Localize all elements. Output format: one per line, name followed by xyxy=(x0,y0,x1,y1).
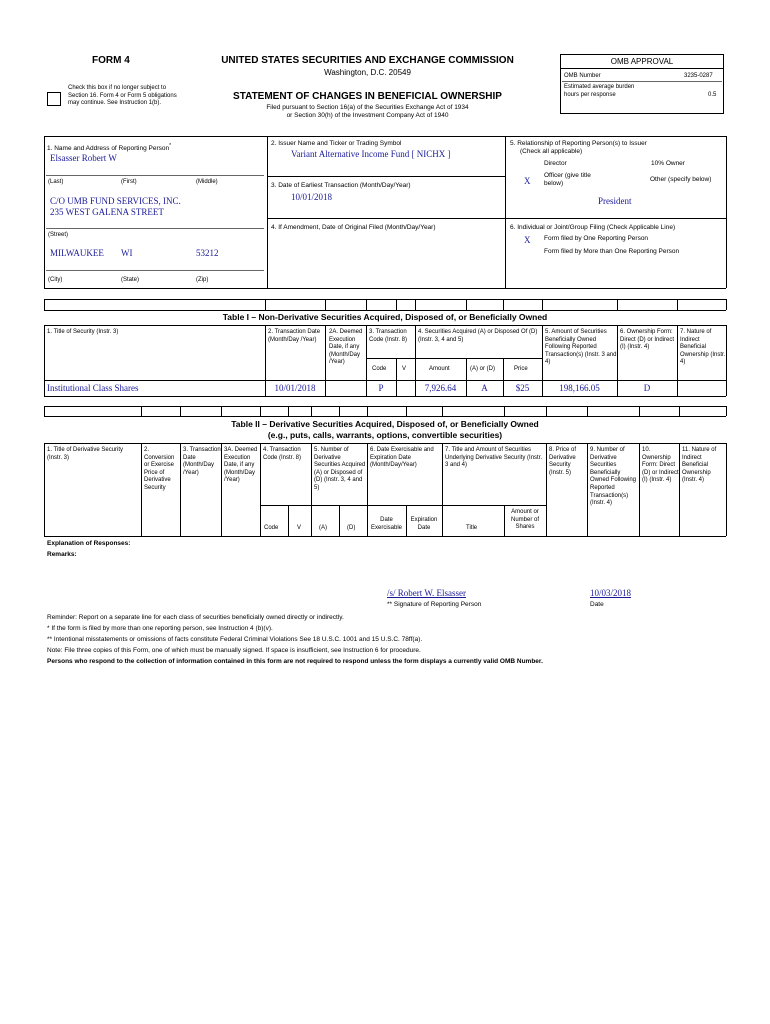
table2-sub-amount: Amount or Number of Shares xyxy=(510,509,539,531)
relationship-label: 5. Relationship of Reporting Person(s) to Issuer xyxy=(510,140,647,147)
statement-title: STATEMENT OF CHANGES IN BENEFICIAL OWNERSHIP xyxy=(233,91,502,102)
reminder-note: Reminder: Report on a separate line for each class of securities beneficially owned directly or indirectly. xyxy=(47,614,344,621)
table2-sub-code: Code xyxy=(264,525,279,531)
state-value: WI xyxy=(121,248,133,258)
no-longer-subject-checkbox[interactable] xyxy=(47,92,61,106)
omb-burden-value: 0.5 xyxy=(708,92,717,98)
signature-date: 10/03/2018 xyxy=(590,588,632,598)
omb-number-label: OMB Number xyxy=(564,73,601,79)
zip-value: 53212 xyxy=(196,248,219,258)
table2-title-2: (e.g., puts, calls, warrants, options, convertible securities) xyxy=(267,430,503,440)
table2-h-underlying: 7. Title and Amount of Securities Underlying Derivative Security (Instr. 3 and 4) xyxy=(445,447,543,469)
zip-label: (Zip) xyxy=(196,277,209,283)
table1-row-price: $25 xyxy=(515,383,530,393)
statement-subtitle-1: Filed pursuant to Section 16(a) of the Securities Exchange Act of 1934 xyxy=(266,104,469,111)
table1-sub-v: V xyxy=(402,366,407,372)
amendment-label: 4. If Amendment, Date of Original Filed (Month/Day/Year) xyxy=(271,224,436,231)
table2-sub-expiration: Expiration Date xyxy=(410,517,438,531)
statement-subtitle-2: or Section 30(h) of the Investment Company Act of 1940 xyxy=(286,112,449,119)
table1-row-code: P xyxy=(378,383,384,393)
table2-h-price: 8. Price of Derivative Security (Instr. 5) xyxy=(549,447,577,476)
earliest-transaction-date: 10/01/2018 xyxy=(291,192,333,202)
more-reporting-persons-option[interactable]: Form filed by More than One Reporting Person xyxy=(544,248,680,255)
table1-sub-aord: (A) or (D) xyxy=(470,366,495,372)
relationship-check-note: (Check all applicable) xyxy=(520,148,583,155)
agency-location: Washington, D.C. 20549 xyxy=(324,68,411,77)
table2-h-nature: 11. Nature of Indirect Beneficial Ownership (Instr. 4) xyxy=(682,447,717,484)
one-person-check-mark: X xyxy=(524,235,531,245)
table1-row-amount: 7,926.64 xyxy=(424,383,457,393)
omb-number-value: 3235-0287 xyxy=(684,73,713,79)
form-label: FORM 4 xyxy=(92,55,130,66)
footnote-2: ** Intentional misstatements or omissions of facts constitute Federal Criminal Violations See 18 U.S.C. 1001 and 15 U.S.C. 78ff(a). xyxy=(47,636,423,643)
agency-name: UNITED STATES SECURITIES AND EXCHANGE COMMISSION xyxy=(221,55,514,66)
explanation-label: Explanation of Responses: xyxy=(47,540,131,547)
table1-h-deemed: 2A. Deemed Execution Date, if any (Month/Day /Year) xyxy=(329,329,363,366)
table1-sub-amount: Amount xyxy=(429,366,450,372)
footnote-4: Persons who respond to the collection of information contained in this form are not required to respond unless the form displays a currently valid OMB Number. xyxy=(47,658,543,665)
other-option[interactable]: Other (specify below) xyxy=(650,176,712,183)
footnote-3: Note: File three copies of this Form, one of which must be manually signed. If space is insufficient, see Instruction 6 for procedure. xyxy=(47,647,421,654)
footnote-1: * If the form is filed by more than one reporting person, see Instruction 4 (b)(v). xyxy=(47,625,273,632)
table2-h-date: 3. Transaction Date (Month/Day /Year) xyxy=(183,447,221,476)
city-value: MILWAUKEE xyxy=(50,248,104,258)
omb-burden-label: Estimated average burden hours per response xyxy=(564,84,635,98)
earliest-transaction-label: 3. Date of Earliest Transaction (Month/Day/Year) xyxy=(271,182,411,189)
remarks-label: Remarks: xyxy=(47,551,77,558)
table2-sub-exercisable: Date Exercisable xyxy=(370,517,402,531)
table2-sub-a: (A) xyxy=(319,525,327,531)
reporting-person-label: 1. Name and Address of Reporting Person* xyxy=(47,143,172,153)
table2-h-form: 10. Ownership Form: Direct (D) or Indirect (I) (Instr. 4) xyxy=(642,447,679,484)
table2-h-deemed: 3A. Deemed Execution Date, if any (Month/Day /Year) xyxy=(224,447,258,484)
table1-h-code: 3. Transaction Code (Instr. 8) xyxy=(369,329,408,343)
issuer-label: 2. Issuer Name and Ticker or Trading Symbol xyxy=(271,140,402,147)
table2-h-title: 1. Title of Derivative Security (Instr. 3) xyxy=(47,447,124,461)
table1-h-date: 2. Transaction Date (Month/Day /Year) xyxy=(268,329,321,343)
table2-title-1: Table II – Derivative Securities Acquired, Disposed of, or Beneficially Owned xyxy=(231,419,539,429)
one-reporting-person-option[interactable]: Form filed by One Reporting Person xyxy=(544,235,649,242)
filing-type-label: 6. Individual or Joint/Group Filing (Check Applicable Line) xyxy=(510,224,676,231)
last-label: (Last) xyxy=(48,179,64,185)
address-line-1: C/O UMB FUND SERVICES, INC. xyxy=(50,196,181,206)
state-label: (State) xyxy=(121,277,140,283)
table1-h-nature: 7. Nature of Indirect Beneficial Ownership (Instr. 4) xyxy=(680,329,726,366)
officer-option[interactable]: Officer (give title below) xyxy=(544,172,591,187)
checkbox-note: Check this box if no longer subject to Section 16. Form 4 or Form 5 obligations may continue. See Instruction 1(b). xyxy=(68,85,177,107)
table2-sub-d: (D) xyxy=(347,525,356,531)
signature-label: ** Signature of Reporting Person xyxy=(387,601,482,608)
middle-label: (Middle) xyxy=(196,179,218,185)
city-label: (City) xyxy=(48,277,63,283)
signature: /s/ Robert W. Elsasser xyxy=(387,588,466,598)
table2-h-number: 5. Number of Derivative Securities Acquired (A) or Disposed of (D) (Instr. 3, 4 and 5) xyxy=(314,447,366,491)
table1-title: Table I – Non-Derivative Securities Acquired, Disposed of, or Beneficially Owned xyxy=(222,312,548,322)
table1-sub-price: Price xyxy=(514,366,528,372)
table2-h-conversion: 2. Conversion or Exercise Price of Derivative Security xyxy=(144,447,175,491)
director-option[interactable]: Director xyxy=(544,160,567,167)
street-label: (Street) xyxy=(48,232,69,238)
table2-h-exercisable: 6. Date Exercisable and Expiration Date (Month/Day/Year) xyxy=(370,447,434,469)
issuer-name: Variant Alternative Income Fund [ NICHX ] xyxy=(291,149,451,159)
officer-title: President xyxy=(598,196,632,206)
table2-h-code: 4. Transaction Code (Instr. 8) xyxy=(263,447,302,461)
table1-row-aord: A xyxy=(481,383,488,393)
reporting-person-name: Elsasser Robert W xyxy=(50,153,117,163)
first-label: (First) xyxy=(121,179,137,185)
table1-h-form: 6. Ownership Form: Direct (D) or Indirect (I) (Instr. 4) xyxy=(620,329,675,351)
table2-sub-v: V xyxy=(297,525,302,531)
table1-row-date: 10/01/2018 xyxy=(274,383,316,393)
table1-row-title: Institutional Class Shares xyxy=(47,383,139,393)
table2-sub-title: Title xyxy=(466,525,478,531)
ten-percent-owner-option[interactable]: 10% Owner xyxy=(651,160,685,167)
table1-h-owned: 5. Amount of Securities Beneficially Owned Following Reported Transaction(s) (Instr. 3 and 4) xyxy=(545,329,617,366)
table1-h-acquired: 4. Securities Acquired (A) or Disposed Of (D) (Instr. 3, 4 and 5) xyxy=(418,329,538,343)
table1-row-owned: 198,166.05 xyxy=(559,383,600,393)
officer-check-mark: X xyxy=(524,176,531,186)
table1-sub-code: Code xyxy=(372,366,387,372)
table1-row-form: D xyxy=(643,383,651,393)
date-label: Date xyxy=(590,601,604,608)
table2-h-owned: 9. Number of Derivative Securities Beneficially Owned Following Reported Transaction(s) (Instr. 4) xyxy=(590,447,637,507)
address-line-2: 235 WEST GALENA STREET xyxy=(50,207,164,217)
omb-title: OMB APPROVAL xyxy=(610,57,674,66)
table1-h-title: 1. Title of Security (Instr. 3) xyxy=(47,329,119,335)
